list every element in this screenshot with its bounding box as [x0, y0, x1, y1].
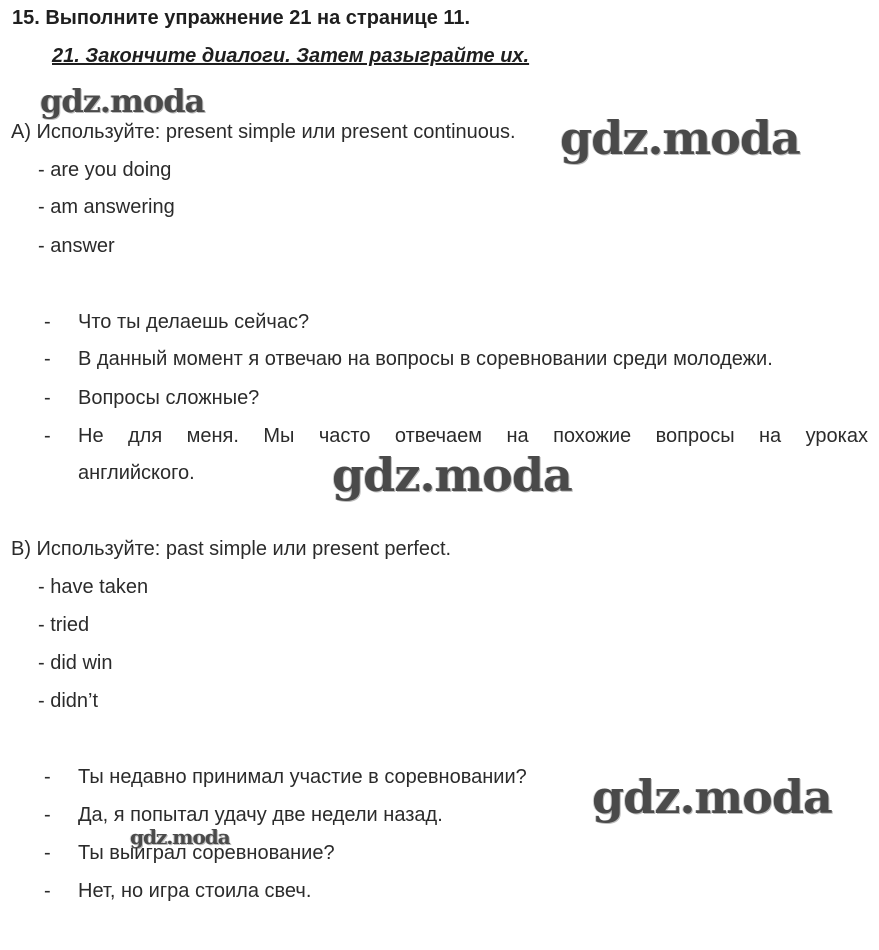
- exercise-subtitle: 21. Закончите диалоги. Затем разыграйте их.: [52, 45, 530, 67]
- section-a-dialog-line: В данный момент я отвечаю на вопросы в соревновании среди молодежи.: [78, 348, 773, 370]
- section-a-answer: - are you doing: [38, 159, 172, 181]
- section-b-answer: - did win: [38, 652, 113, 674]
- dialog-dash: -: [44, 880, 51, 902]
- section-b-answer: - tried: [38, 614, 90, 636]
- word: для: [128, 425, 163, 447]
- dialog-dash: -: [44, 387, 51, 409]
- section-b-dialog-line: Ты недавно принимал участие в соревновании?: [78, 766, 527, 788]
- dialog-dash: -: [44, 804, 51, 826]
- dialog-dash: -: [44, 425, 51, 447]
- section-a-answer: - answer: [38, 235, 115, 257]
- word: отвечаем: [394, 425, 483, 447]
- section-a-dialog-line-tail: английского.: [78, 462, 195, 484]
- dialog-dash: -: [44, 842, 51, 864]
- word: уроках: [805, 425, 868, 447]
- watermark-logo: gdz.moda: [40, 82, 205, 120]
- watermark-logo: gdz.moda: [130, 825, 230, 849]
- word: часто: [318, 425, 371, 447]
- watermark-logo: gdz.moda: [332, 448, 572, 502]
- word: Мы: [263, 425, 295, 447]
- dialog-dash: -: [44, 348, 51, 370]
- word: похожие: [553, 425, 632, 447]
- word: на: [506, 425, 529, 447]
- word: Не: [78, 425, 104, 447]
- section-a-dialog-line: Вопросы сложные?: [78, 387, 260, 409]
- section-a-dialog-line-justified: [78, 425, 868, 448]
- section-b-dialog-line: Нет, но игра стоила свеч.: [78, 880, 312, 902]
- section-b-answer: - didn’t: [38, 690, 99, 712]
- dialog-dash: -: [44, 766, 51, 788]
- section-a-answer: - am answering: [38, 196, 175, 218]
- word: меня.: [186, 425, 239, 447]
- word: вопросы: [655, 425, 735, 447]
- section-a-dialog-line: Что ты делаешь сейчас?: [78, 311, 310, 333]
- watermark-logo: gdz.moda: [592, 770, 832, 824]
- section-b-instruction: B) Используйте: past simple или present perfect.: [11, 538, 452, 560]
- section-b-dialog-line: Да, я попытал удачу две недели назад.: [78, 804, 443, 826]
- watermark-logo: gdz.moda: [560, 111, 800, 165]
- section-b-answer: - have taken: [38, 576, 149, 598]
- dialog-dash: -: [44, 311, 51, 333]
- exercise-title: 15. Выполните упражнение 21 на странице 11.: [12, 7, 471, 29]
- section-b-dialog-line: Ты выиграл соревнование?: [78, 842, 335, 864]
- section-a-instruction: A) Используйте: present simple или present continuous.: [11, 121, 516, 143]
- word: на: [759, 425, 782, 447]
